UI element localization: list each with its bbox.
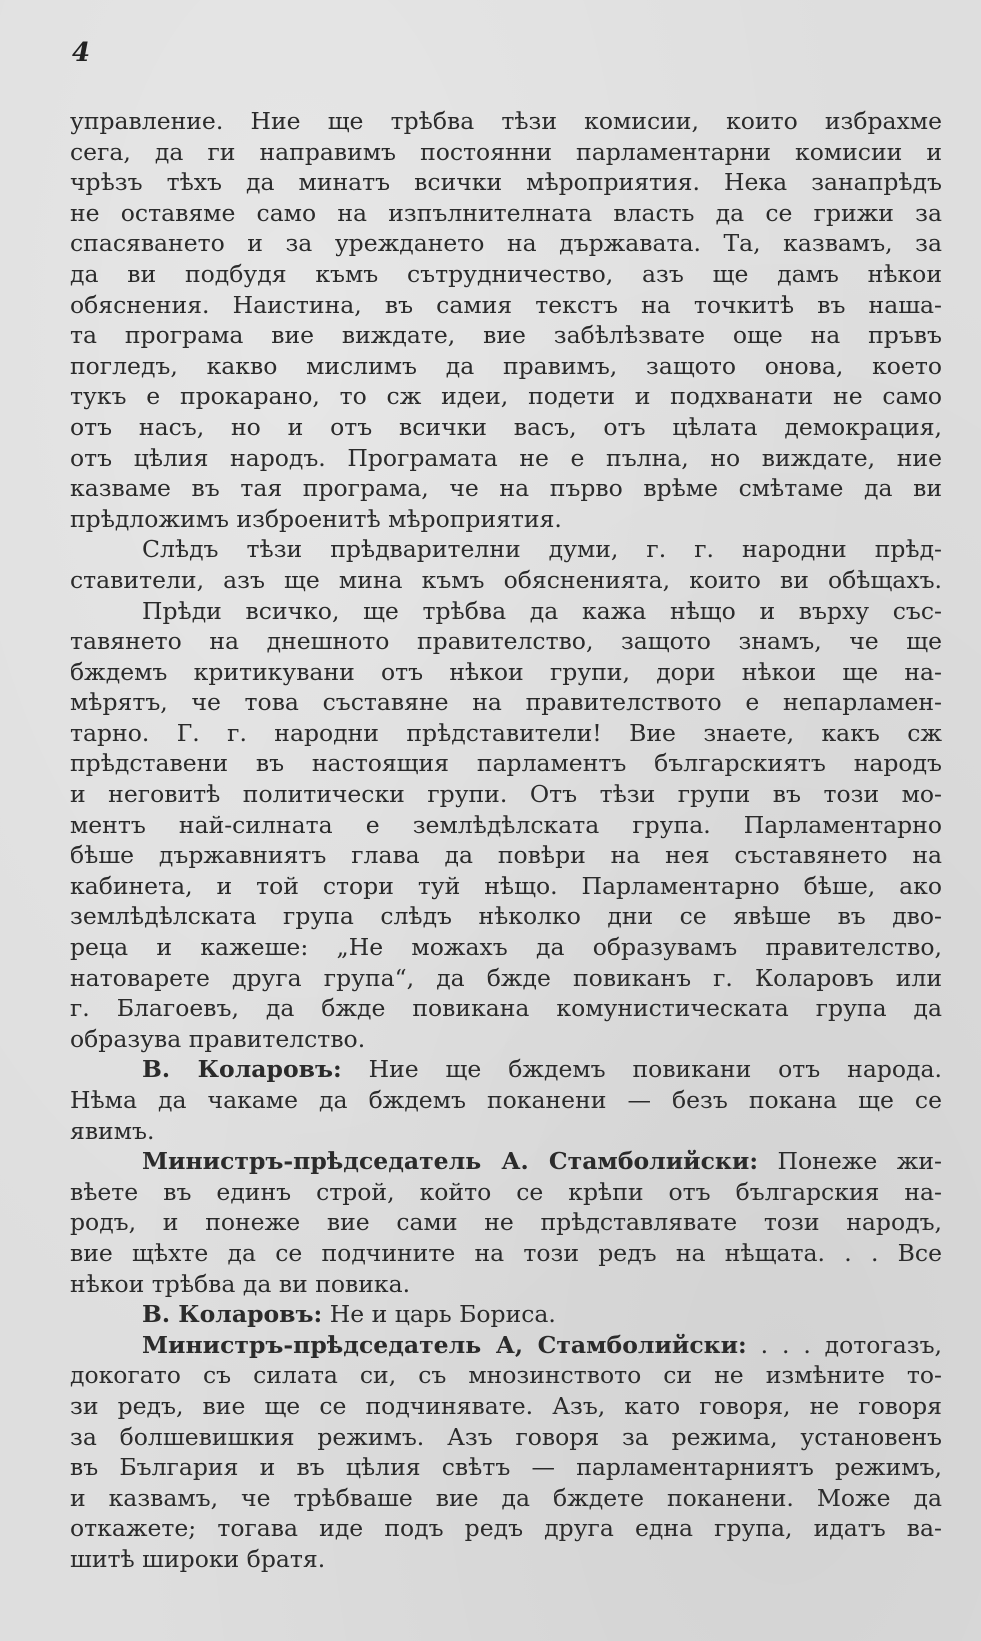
text-line: шитѣ широки братя.: [70, 1544, 326, 1573]
text-line: г. Благоевъ, да бжде повикана комунистическата група да: [70, 994, 942, 1023]
text-line: не оставяме само на изпълнителната власть да се грижи за: [70, 198, 942, 227]
text-line: казваме въ тая програма, че на първо врѣме смѣтаме да ви: [70, 474, 942, 503]
speaker-name: В. Коларовъ:: [142, 1055, 342, 1084]
text-line: чрѣзъ тѣхъ да минатъ всички мѣроприятия. Нека занапрѣдъ: [70, 168, 942, 197]
text-line: Нѣма да чакаме да бждемъ поканени — безъ покана ще се: [70, 1086, 942, 1114]
speaker-name: В. Коларовъ:: [142, 1300, 323, 1329]
text-line: землѣдѣлската група слѣдъ нѣколко дни се явѣше въ дво-: [70, 902, 942, 931]
text-line: тарно. Г. г. народни прѣдставители! Вие знаете, какъ сж: [70, 718, 942, 747]
text-line: Прѣди всичко, ще трѣбва да кажа нѣщо и върху със-: [142, 596, 942, 625]
text-line: вѣете въ единъ строй, който се крѣпи отъ българския на-: [70, 1177, 942, 1206]
text-line: нѣкои трѣбва да ви повика.: [70, 1269, 411, 1298]
text-line: бждемъ критикувани отъ нѣкои групи, дори нѣкои ще на-: [70, 657, 942, 686]
speech-line: Министръ-прѣдседатель А, Стамболийски: . . . дотогазъ,: [142, 1330, 942, 1359]
page-number: 4: [72, 38, 91, 68]
text-line: бѣше държавниятъ глава да повѣри на нея съставянето на: [70, 841, 942, 870]
speech-line: В. Коларовъ: Не и царь Бориса.: [142, 1300, 556, 1329]
text-line: погледъ, какво мислимъ да правимъ, защото онова, което: [70, 351, 942, 380]
text-line: кабинета, и той стори туй нѣщо. Парламентарно бѣше, ако: [70, 871, 942, 900]
speech-line: Министръ-прѣдседатель А. Стамболийски: Понеже жи-: [142, 1147, 942, 1176]
text-line: за болшевишкия режимъ. Азъ говоря за режима, установенъ: [70, 1422, 942, 1451]
text-line: спасяването и за уреждането на държавата. Та, казвамъ, за: [70, 229, 942, 258]
text-line: вие щѣхте да се подчините на този редъ на нѣщата. . . Все: [70, 1238, 942, 1267]
text-line: тавянето на днешното правителство, защото знамъ, че ще: [70, 627, 942, 656]
text-line: реца и кажеше: „Не можахъ да образувамъ правителство,: [70, 933, 942, 962]
text-line: зи редъ, вие ще се подчинявате. Азъ, като говоря, не говоря: [70, 1391, 942, 1420]
speech-line: В. Коларовъ: Ние ще бждемъ повикани отъ народа.: [142, 1055, 942, 1084]
text-line: докогато съ силата си, съ мнозинството си не измѣните то-: [70, 1361, 942, 1390]
text-line: и казвамъ, че трѣбваше вие да бждете поканени. Може да: [70, 1483, 942, 1512]
text-line: явимъ.: [70, 1116, 155, 1145]
text-line: образува правителство.: [70, 1024, 366, 1053]
text-line: натоварете друга група“, да бжде повиканъ г. Коларовъ или: [70, 963, 942, 992]
text-line: ставители, азъ ще мина къмъ обясненията, които ви обѣщахъ.: [70, 565, 942, 594]
text-line: откажете; тогава иде подъ редъ друга една група, идатъ ва-: [70, 1514, 942, 1543]
text-line: управление. Ние ще трѣбва тѣзи комисии, които избрахме: [70, 107, 942, 135]
text-line: родъ, и понеже вие сами не прѣдставлявате този народъ,: [70, 1208, 942, 1237]
text-line: Слѣдъ тѣзи прѣдварителни думи, г. г. народни прѣд-: [142, 535, 942, 564]
text-line: тукъ е прокарано, то сж идеи, подети и подхванати не само: [70, 382, 942, 411]
text-line: въ България и въ цѣлия свѣтъ — парламентарниятъ режимъ,: [70, 1453, 942, 1482]
text-line: да ви подбудя къмъ сътрудничество, азъ ще дамъ нѣкои: [70, 259, 942, 288]
text-line: та програма вие виждате, вие забѣлѣзвате още на пръвъ: [70, 321, 942, 350]
text-line: отъ насъ, но и отъ всички васъ, отъ цѣлата демокрация,: [70, 412, 942, 441]
text-line: и неговитѣ политически групи. Отъ тѣзи групи въ този мо-: [70, 780, 942, 809]
text-line: ментъ най-силната е землѣдѣлската група. Парламентарно: [70, 810, 942, 839]
speaker-name: Министръ-прѣдседатель А, Стамболийски:: [142, 1330, 747, 1359]
text-line: сега, да ги направимъ постоянни парламентарни комисии и: [70, 137, 942, 166]
text-line: прѣдложимъ изброенитѣ мѣроприятия.: [70, 504, 562, 533]
text-line: отъ цѣлия народъ. Програмата не е пълна, но виждате, ние: [70, 443, 942, 472]
text-line: обяснения. Наистина, въ самия текстъ на точкитѣ въ наша-: [70, 290, 942, 319]
speaker-name: Министръ-прѣдседатель А. Стамболийски:: [142, 1147, 758, 1176]
body-text: [70, 106, 942, 1575]
text-line: мѣрятъ, че това съставяне на правителството е непарламен-: [70, 688, 942, 717]
text-line: прѣдставени въ настоящия парламентъ българскиятъ народъ: [70, 749, 942, 778]
